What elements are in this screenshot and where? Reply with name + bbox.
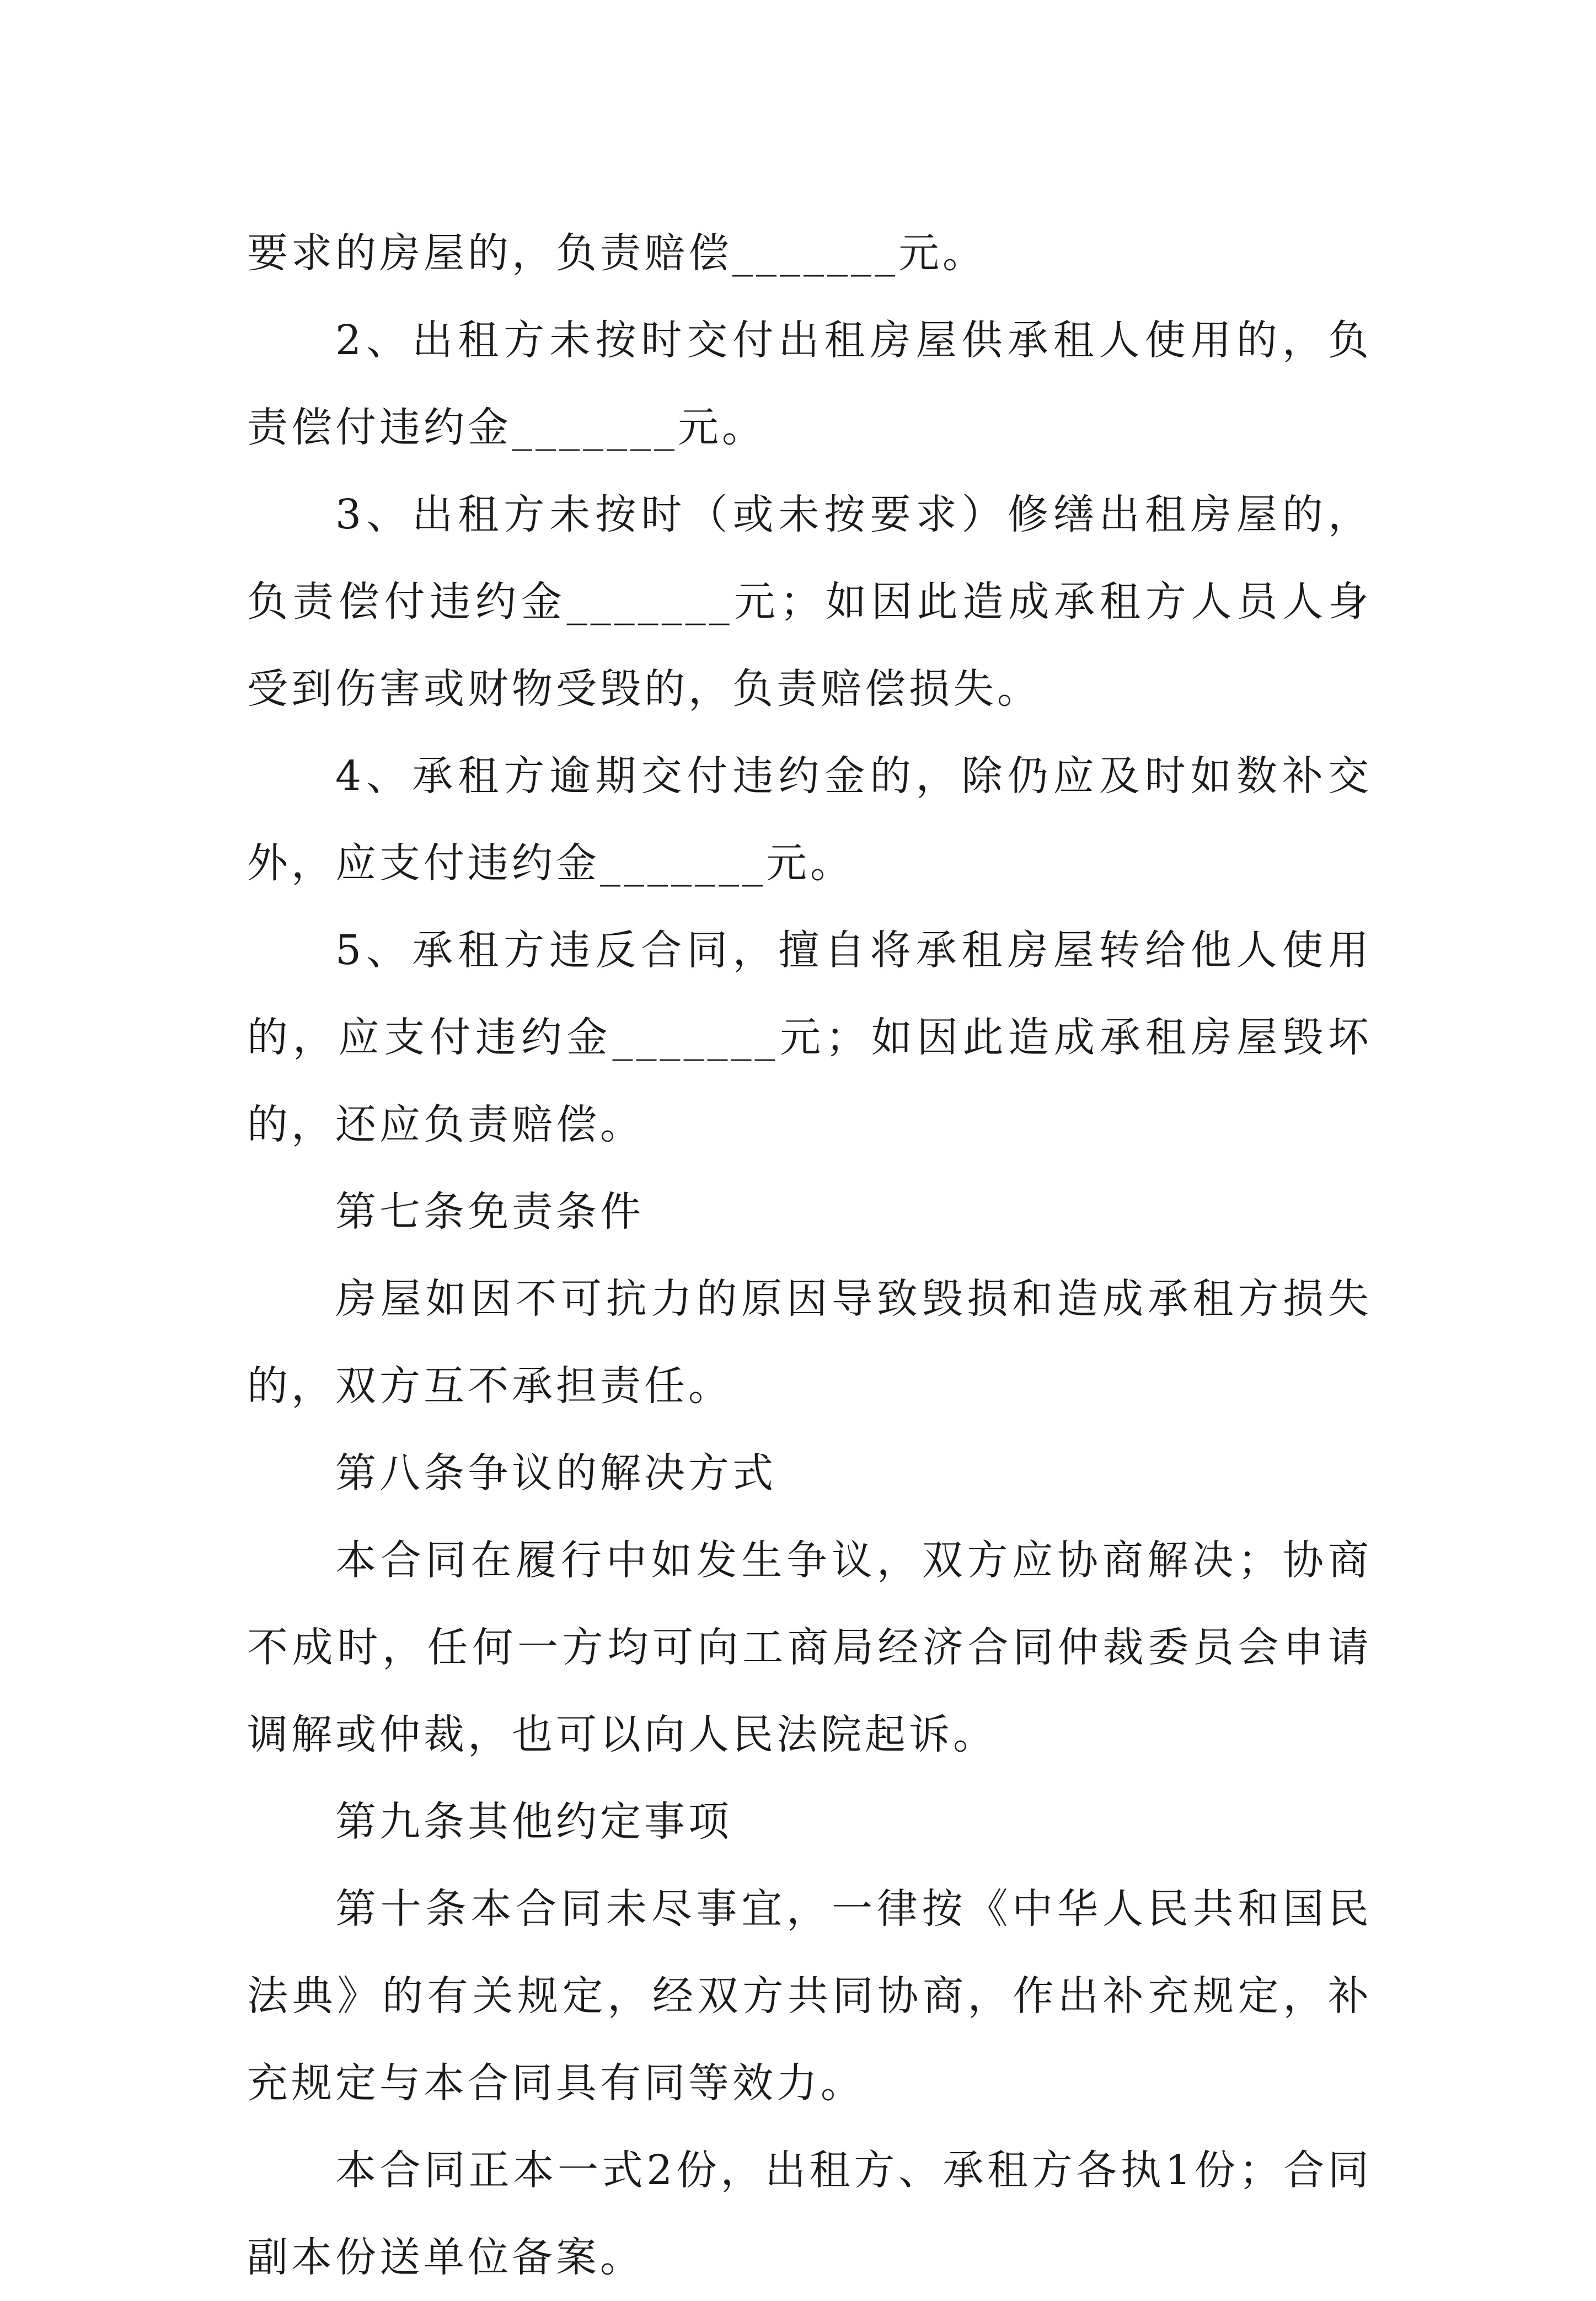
paragraph-clause-4: 4、承租方逾期交付违约金的，除仍应及时如数补交外，应支付违约金_______元。 xyxy=(247,752,1372,887)
paragraph-article-10: 第十条本合同未尽事宜，一律按《中华人民共和国民法典》的有关规定，经双方共同协商，作出补充规定，补充规定与本合同具有同等效力。 xyxy=(247,1885,1372,2107)
paragraph-article-7-body: 房屋如因不可抗力的原因导致毁损和造成承租方损失的，双方互不承担责任。 xyxy=(247,1275,1372,1410)
paragraph-clause-2: 2、出租方未按时交付出租房屋供承租人使用的，负责偿付违约金_______元。 xyxy=(247,317,1372,451)
heading-article-8: 第八条争议的解决方式 xyxy=(335,1449,776,1497)
paragraph-clause-3: 3、出租方未按时（或未按要求）修缮出租房屋的，负责偿付违约金_______元；如因此造成承租方人员人身受到伤害或财物受毁的，负责赔偿损失。 xyxy=(247,491,1372,713)
paragraph-article-8-body: 本合同在履行中如发生争议，双方应协商解决；协商不成时，任何一方均可向工商局经济合同仲裁委员会申请调解或仲裁，也可以向人民法院起诉。 xyxy=(247,1537,1372,1758)
paragraph-copies: 本合同正本一式2份，出租方、承租方各执1份；合同副本份送单位备案。 xyxy=(247,2147,1372,2281)
heading-article-9: 第九条其他约定事项 xyxy=(335,1798,732,1845)
paragraph-clause-5: 5、承租方违反合同，擅自将承租房屋转给他人使用的，应支付违约金_______元；如因此造成承租房屋毁坏的，还应负责赔偿。 xyxy=(247,927,1372,1148)
heading-article-7: 第七条免责条件 xyxy=(335,1188,644,1235)
document-page xyxy=(247,210,1372,2301)
paragraph-compensation-continued: 要求的房屋的，负责赔偿_______元。 xyxy=(247,229,987,277)
